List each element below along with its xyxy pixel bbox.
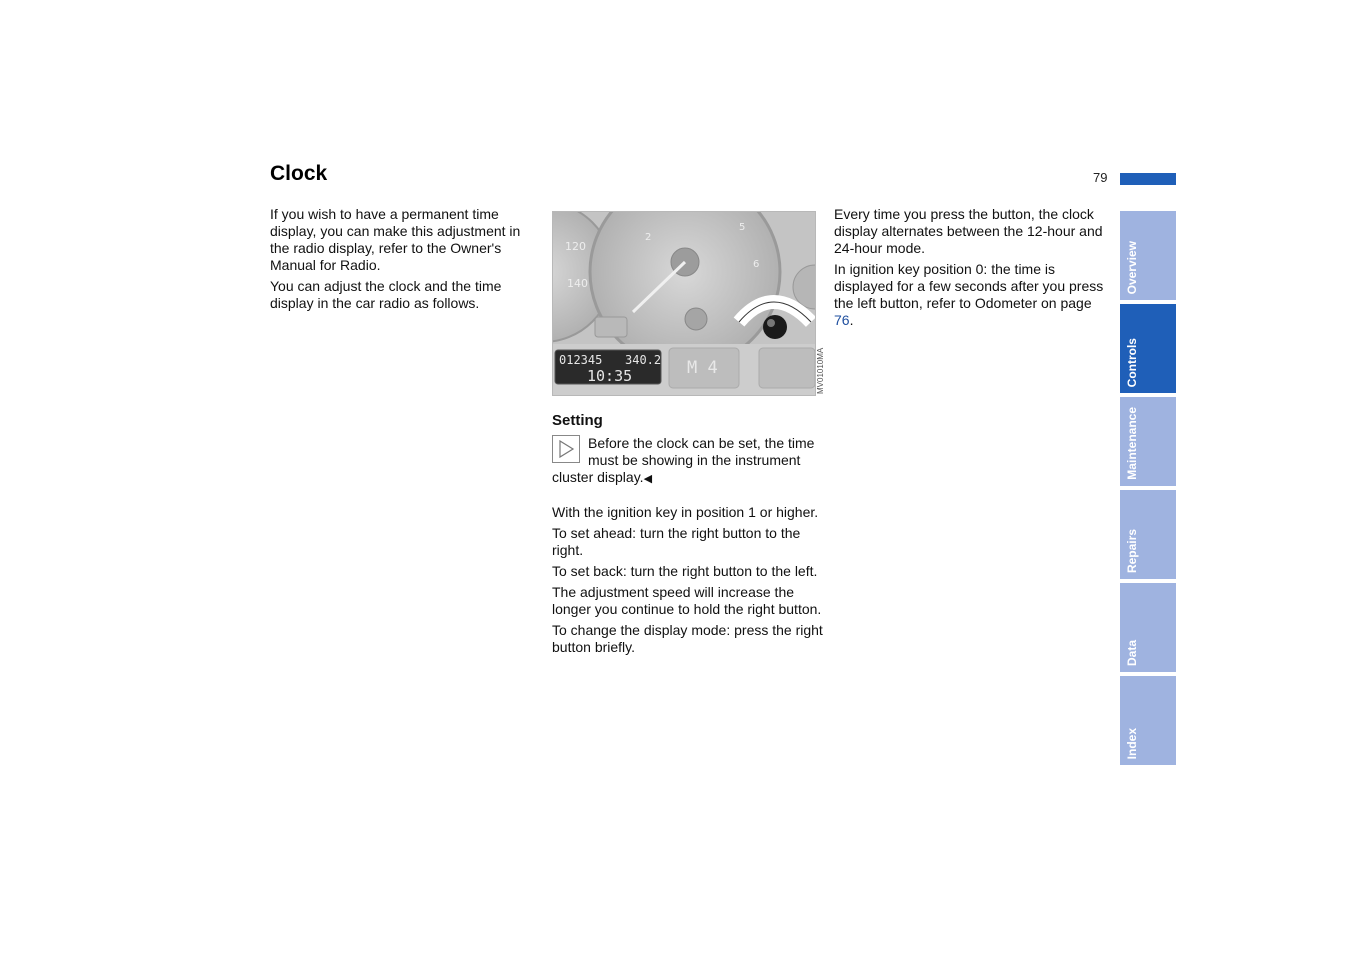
setting-heading: Setting (552, 412, 603, 429)
svg-text:6: 6 (753, 259, 760, 270)
tab-controls[interactable] (1120, 304, 1176, 393)
triangle-note-icon (552, 435, 580, 463)
intro-paragraph-1: If you wish to have a permanent time display, you can make this adjustment in the radio display, refer to the Owner's Manual for Radio. (270, 206, 521, 273)
setting-paragraph-4: The adjustment speed will increase the longer you continue to hold the right button. (552, 584, 822, 617)
mode-paragraph-2-text: In ignition key position 0: the time is displayed for a few seconds after you press the left button, refer to Odometer on page (834, 261, 1104, 311)
page-title: Clock (270, 162, 328, 185)
figure-code (814, 336, 826, 394)
page-number: 79 (1093, 170, 1108, 185)
setting-note (552, 435, 824, 488)
mode-paragraph-2 (834, 261, 1106, 329)
tab-overview-label: Overview (1125, 240, 1139, 294)
tab-overview[interactable] (1120, 211, 1176, 300)
tab-data-label: Data (1125, 639, 1139, 666)
mode-paragraph-2-end: . (849, 312, 854, 328)
setting-note-text: Before the clock can be set, the time must be showing in the instrument cluster display. (552, 435, 815, 485)
tab-controls-label: Controls (1125, 337, 1139, 387)
svg-text:120: 120 (565, 240, 586, 253)
svg-text:5: 5 (739, 222, 746, 233)
tab-index[interactable] (1120, 676, 1176, 765)
mode-readout: M 4 (687, 358, 718, 378)
tab-repairs-label: Repairs (1125, 528, 1139, 573)
tab-maintenance-label: Maintenance (1125, 407, 1139, 480)
tab-data[interactable] (1120, 583, 1176, 672)
intro-paragraph-2: You can adjust the clock and the time display in the car radio as follows. (270, 278, 502, 311)
mode-column (834, 206, 1106, 333)
setting-column (552, 412, 824, 660)
page-76-link[interactable]: 76 (834, 312, 850, 328)
trip-readout: 340.2 (625, 353, 662, 367)
svg-text:2: 2 (645, 232, 652, 243)
figure-code-text: MV01010MA (816, 347, 825, 394)
svg-text:140: 140 (567, 277, 588, 290)
setting-paragraph-5: To change the display mode: press the right button briefly. (552, 622, 823, 655)
odometer-readout: 012345 (559, 353, 603, 367)
setting-paragraph-1: With the ignition key in position 1 or higher. (552, 504, 819, 520)
clock-readout: 10:35 (587, 367, 633, 385)
mode-paragraph-1: Every time you press the button, the clock display alternates between the 12-hour and 24-hour mode. (834, 206, 1103, 256)
intro-column (270, 206, 542, 316)
instrument-cluster-figure (552, 211, 816, 396)
tab-index-label: Index (1125, 727, 1139, 759)
page-number-bar (1120, 173, 1176, 185)
end-mark-icon: ◀ (643, 473, 653, 485)
setting-paragraph-2: To set ahead: turn the right button to the right. (552, 525, 801, 558)
tab-repairs[interactable] (1120, 490, 1176, 579)
setting-paragraph-3: To set back: turn the right button to the left. (552, 563, 818, 579)
tab-maintenance[interactable] (1120, 397, 1176, 486)
